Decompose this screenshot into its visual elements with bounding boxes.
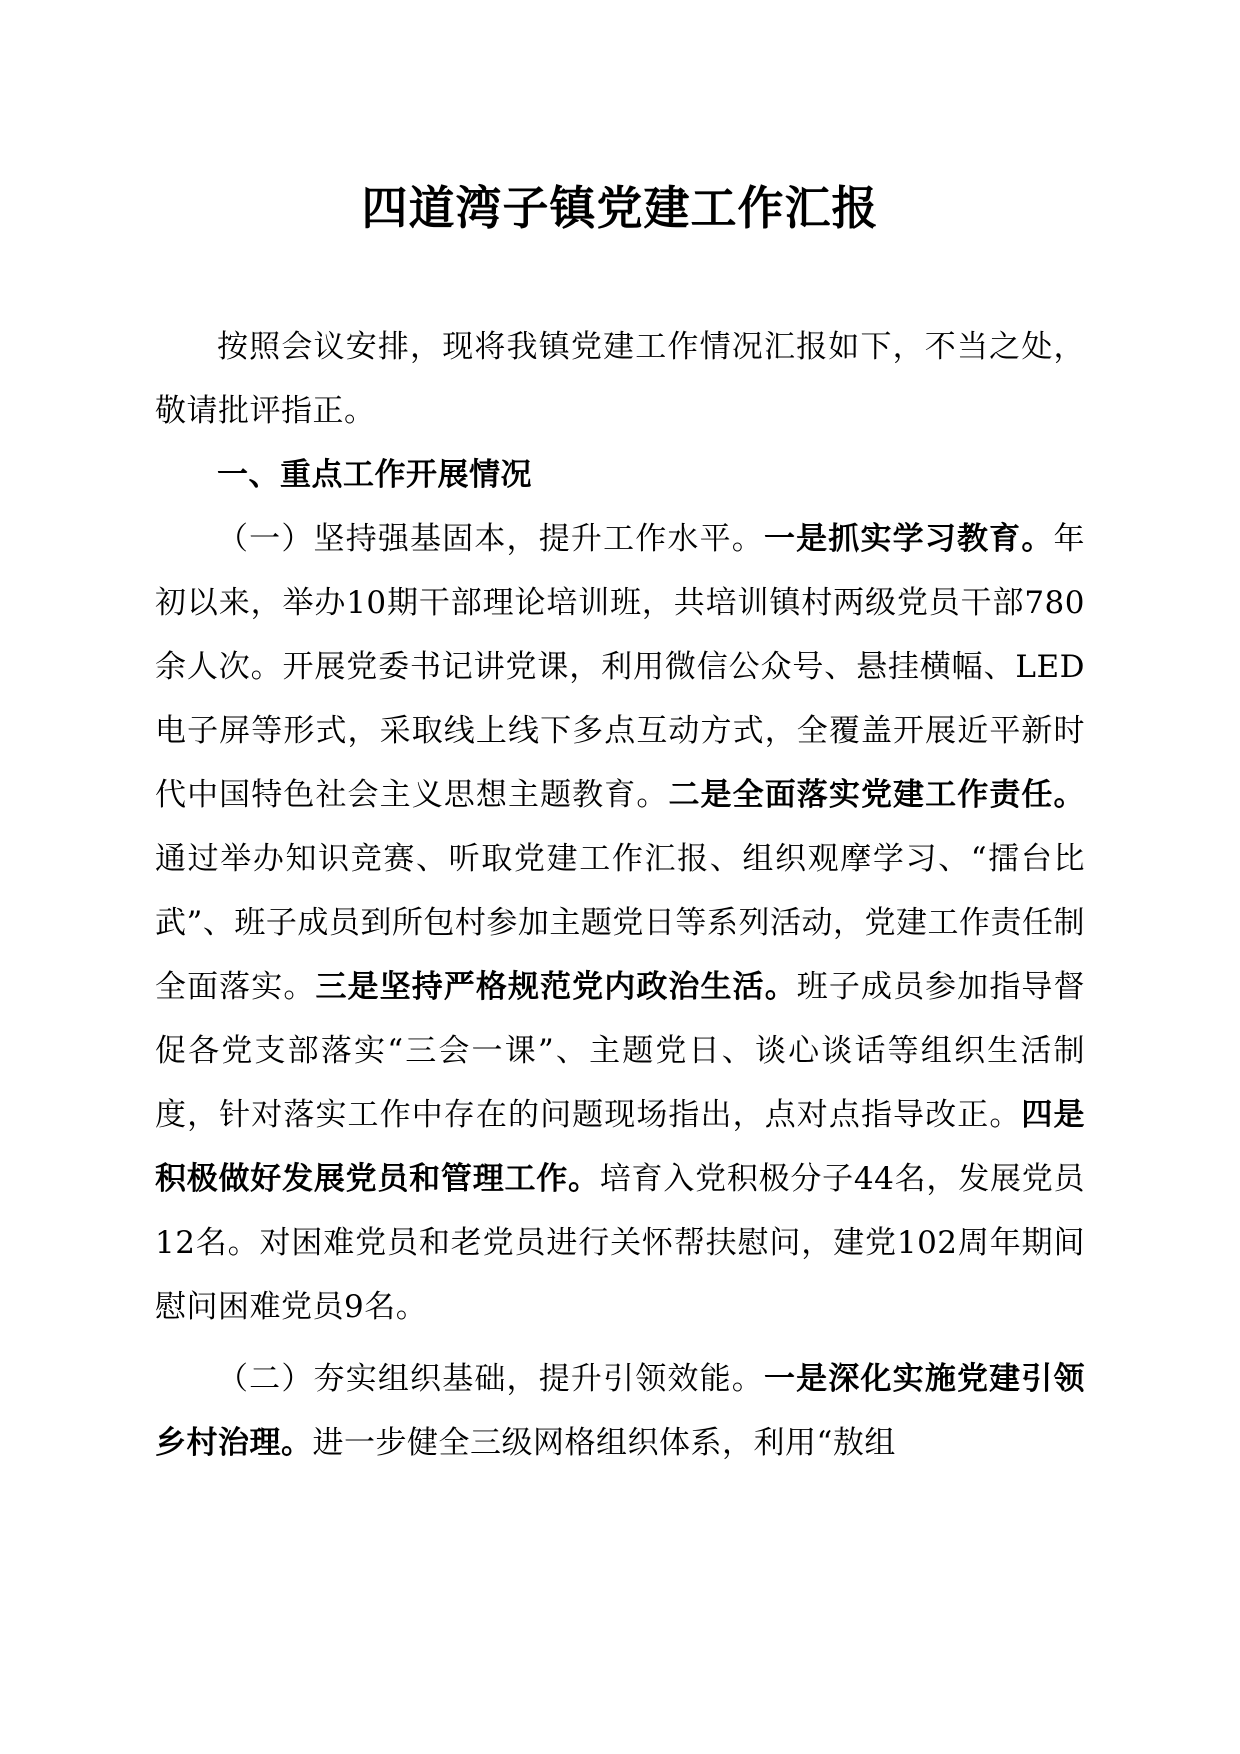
point-4-heading: 四是积极做好发展党员和管理工作。: [155, 1097, 1086, 1197]
paragraph-2-point-1-heading: 一是深化实施党建引领乡村治理。: [155, 1361, 1086, 1461]
paragraph-2-point-1-text: 进一步健全三级网格组织体系，利用“敖组: [312, 1425, 896, 1461]
point-1-text: 年初以来，举办10期干部理论培训班，共培训镇村两级党员干部780余人次。开展党委书记讲党课，利用微信公众号、悬挂横幅、LED电子屏等形式，采取线上线下多点互动方式，全覆盖开展近平新时代中国特色社会主义思想主题教育。: [155, 521, 1086, 813]
point-3-text: 班子成员参加指导督促各党支部落实“三会一课”、主题党日、谈心谈话等组织生活制度，针对落实工作中存在的问题现场指出，点对点指导改正。: [155, 969, 1086, 1133]
paragraph-1: [155, 507, 1085, 1339]
intro-paragraph: 按照会议安排，现将我镇党建工作情况汇报如下，不当之处，敬请批评指正。: [155, 329, 1085, 429]
point-2-heading: 二是全面落实党建工作责任。: [668, 777, 1086, 813]
paragraph-1-lead: （一）坚持强基固本，提升工作水平。: [217, 521, 764, 557]
point-2-text: 通过举办知识竞赛、听取党建工作汇报、组织观摩学习、“擂台比武”、班子成员到所包村参加主题党日等系列活动，党建工作责任制全面落实。: [155, 841, 1085, 1005]
point-1-heading: 一是抓实学习教育。: [763, 521, 1054, 557]
point-3-heading: 三是坚持严格规范党内政治生活。: [315, 969, 797, 1005]
paragraph-2-lead: （二）夯实组织基础，提升引领效能。: [217, 1361, 764, 1397]
paragraph-2: [155, 1347, 1085, 1475]
document-body: [155, 315, 1085, 1475]
point-4-text: 培育入党积极分子44名，发展党员12名。对困难党员和老党员进行关怀帮扶慰问，建党102周年期间慰问困难党员9名。: [155, 1161, 1085, 1325]
document-title: 四道湾子镇党建工作汇报: [361, 181, 879, 235]
section-heading: 一、重点工作开展情况: [217, 457, 532, 493]
